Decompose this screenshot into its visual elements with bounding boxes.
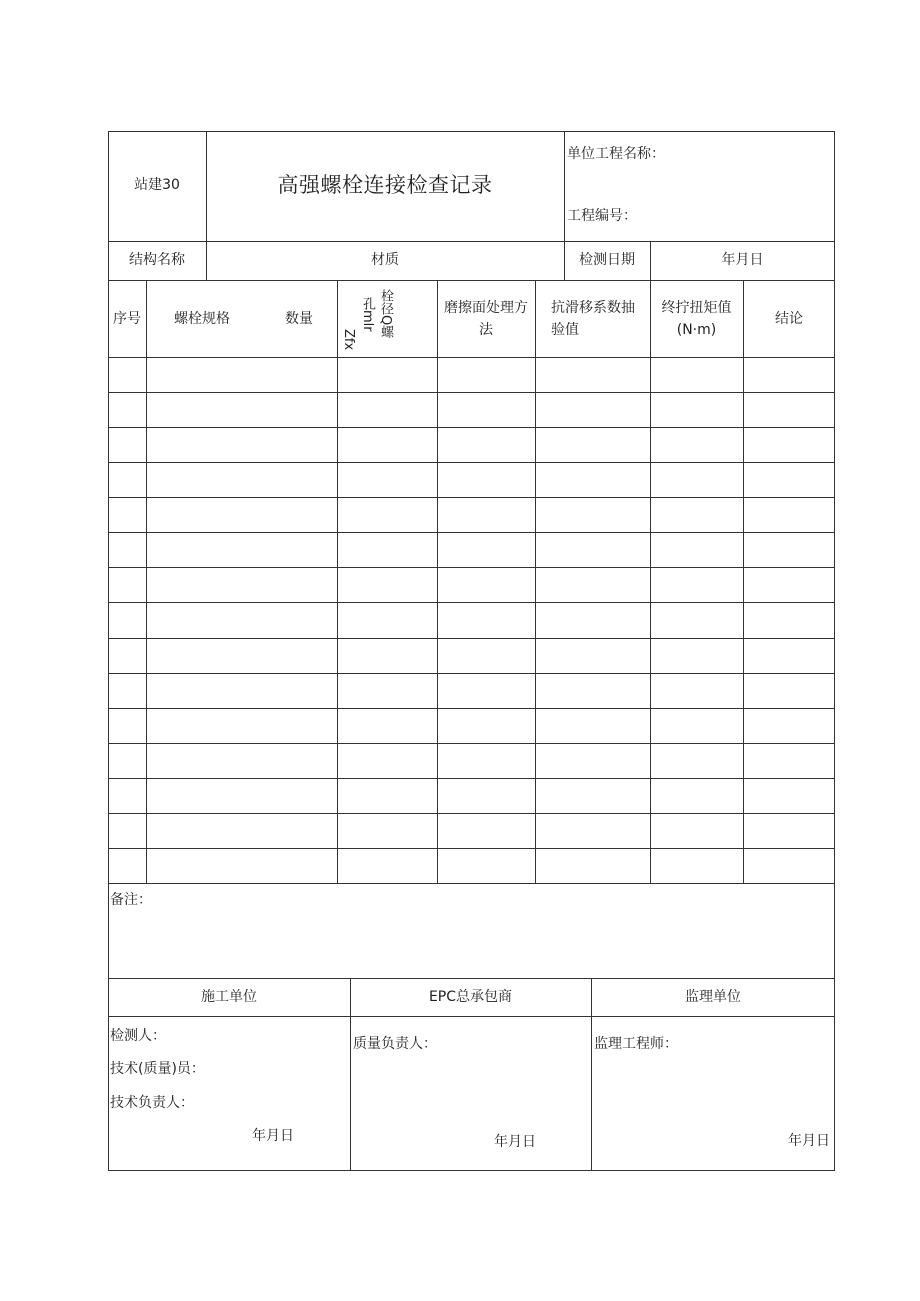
table-row-line bbox=[108, 638, 835, 639]
project-no-label: 工程编号： bbox=[567, 208, 637, 224]
table-row-line bbox=[108, 708, 835, 709]
col-conclusion: 结论 bbox=[775, 311, 803, 327]
col-hole-diameter-2: 孔mlr bbox=[360, 297, 375, 332]
col-bolt-spec: 螺栓规格 bbox=[174, 311, 230, 327]
col-hole-diameter-1: 栓径Q螺 bbox=[378, 289, 393, 339]
col-final-torque-2: (N·m) bbox=[676, 322, 717, 338]
epc-date: 年月日 bbox=[494, 1134, 536, 1150]
table-row-line bbox=[108, 778, 835, 779]
col-surface-treatment-2: 法 bbox=[479, 322, 493, 338]
col-hole-diameter-3: Zfx bbox=[341, 329, 356, 351]
contractor-date: 年月日 bbox=[252, 1128, 294, 1144]
inspection-date-value: 年月日 bbox=[721, 252, 764, 268]
form-code: 站建30 bbox=[134, 177, 180, 193]
table-row-line bbox=[108, 743, 835, 744]
table-row-line bbox=[108, 497, 835, 498]
unit-project-label: 单位工程名称： bbox=[567, 146, 665, 162]
quality-lead-label: 质量负责人： bbox=[353, 1036, 437, 1052]
supervisor-date: 年月日 bbox=[788, 1133, 830, 1149]
supervising-engineer-label: 监理工程师： bbox=[594, 1036, 678, 1052]
table-row-line bbox=[108, 673, 835, 674]
epc-header: EPC总承包商 bbox=[428, 989, 513, 1005]
supervisor-header: 监理单位 bbox=[685, 989, 741, 1005]
tech-lead-label: 技术负责人： bbox=[110, 1095, 194, 1111]
table-row-line bbox=[108, 392, 835, 393]
table-row-line bbox=[108, 532, 835, 533]
table-row-line bbox=[108, 848, 835, 849]
inspection-date-label: 检测日期 bbox=[579, 252, 635, 268]
tech-quality-label: 技术(质量)员： bbox=[110, 1061, 205, 1077]
form-title: 高强螺栓连接检查记录 bbox=[277, 173, 493, 197]
table-row-line bbox=[108, 602, 835, 603]
table-row-line bbox=[108, 567, 835, 568]
col-slip-coefficient-1: 抗滑移系数抽 bbox=[551, 300, 635, 316]
structure-name-label: 结构名称 bbox=[129, 252, 185, 268]
col-seq: 序号 bbox=[113, 311, 141, 327]
table-row-line bbox=[108, 462, 835, 463]
inspection-form bbox=[108, 131, 835, 1171]
contractor-header: 施工单位 bbox=[201, 989, 257, 1005]
inspector-label: 检测人： bbox=[110, 1028, 166, 1044]
table-row-line bbox=[108, 813, 835, 814]
col-surface-treatment-1: 磨擦面处理方 bbox=[444, 300, 528, 316]
table-row-line bbox=[108, 427, 835, 428]
col-final-torque-1: 终拧扭矩值 bbox=[661, 300, 732, 316]
material-label: 材质 bbox=[371, 252, 399, 268]
remarks-label: 备注： bbox=[110, 892, 152, 908]
col-quantity: 数量 bbox=[285, 311, 313, 327]
col-slip-coefficient-2: 验值 bbox=[551, 322, 579, 338]
